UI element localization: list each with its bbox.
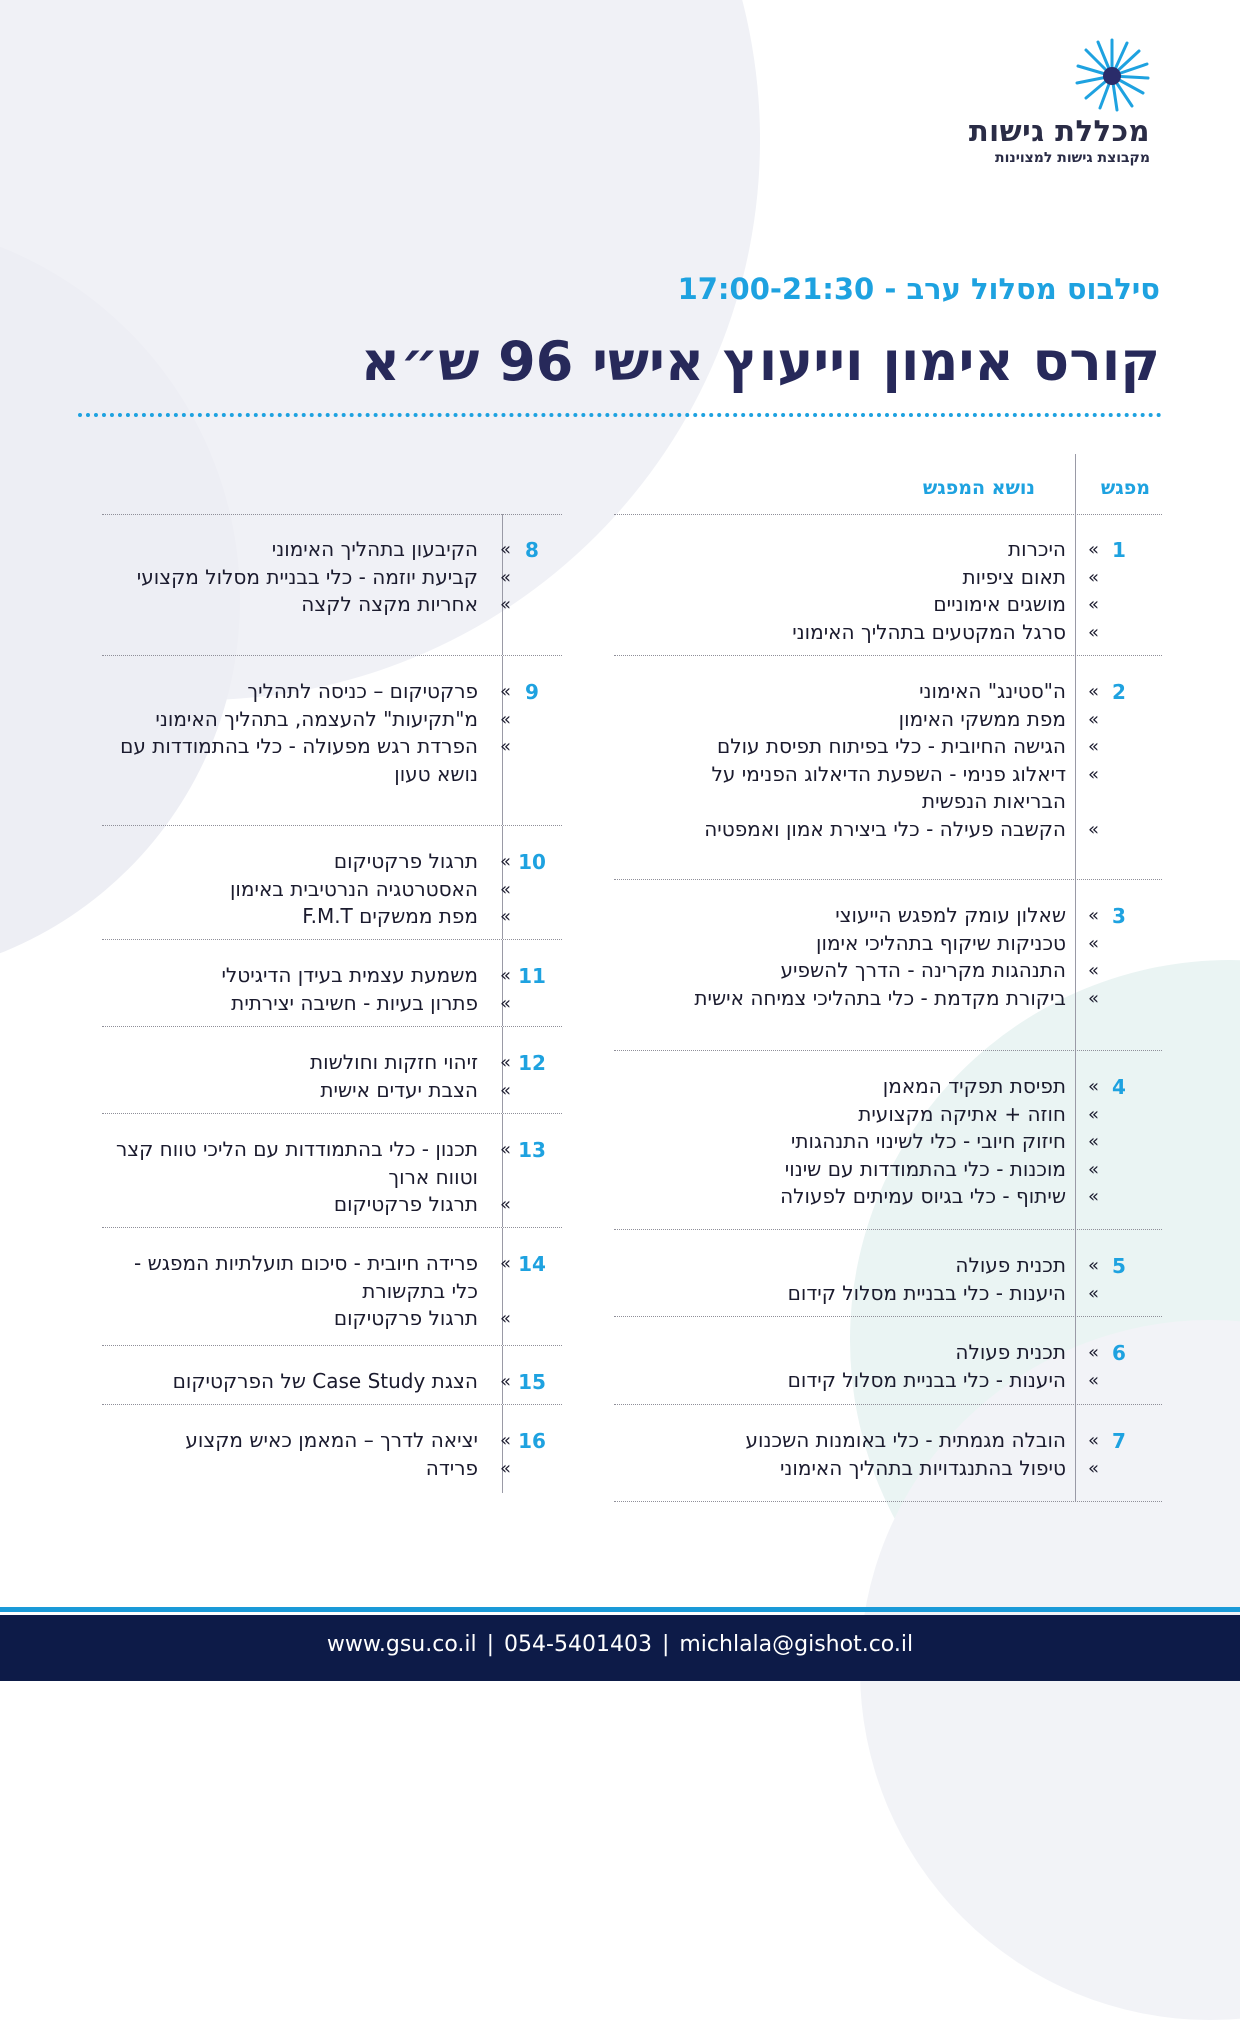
separator: | <box>661 1632 670 1657</box>
topic-text: היענות - כלי בבניית מסלול קידום <box>787 1280 1066 1305</box>
session-topics <box>676 678 1099 843</box>
topic-item <box>108 848 511 876</box>
topic-item <box>676 1427 1099 1455</box>
dotted-divider <box>78 413 1162 417</box>
phone-number[interactable]: 054-5401403 <box>504 1632 652 1657</box>
topic-item <box>676 733 1099 761</box>
session-topics <box>676 902 1099 1012</box>
bullet-icon: » <box>1087 708 1099 730</box>
topic-item <box>108 1455 511 1483</box>
session-row <box>102 1228 562 1346</box>
logo-name: מכללת גישות <box>968 114 1150 148</box>
session-row <box>614 656 1162 880</box>
topic-item <box>108 706 511 734</box>
topic-item <box>108 1368 511 1396</box>
session-row <box>614 1317 1162 1405</box>
bullet-icon: » <box>499 1371 511 1392</box>
session-row <box>102 514 562 656</box>
session-row <box>102 1027 562 1114</box>
column-divider <box>1075 1405 1076 1501</box>
bullet-icon: » <box>499 906 511 927</box>
session-number: 3 <box>1112 904 1126 928</box>
bullet-icon: » <box>499 708 511 730</box>
bullet-icon: » <box>1087 987 1099 1009</box>
session-number: 11 <box>518 964 546 988</box>
bullet-icon: » <box>1087 1131 1099 1152</box>
session-row <box>102 1114 562 1228</box>
topic-item <box>676 1280 1099 1308</box>
column-divider <box>1075 1317 1076 1404</box>
column-divider <box>1075 1051 1076 1229</box>
session-row <box>102 656 562 826</box>
session-number: 12 <box>518 1051 546 1075</box>
topic-item <box>676 1156 1099 1184</box>
topic-item <box>676 930 1099 958</box>
session-topics <box>108 962 511 1017</box>
topic-text: הפרדת רגש מפעולה - כלי בהתמודדות עם נושא טעון <box>120 734 478 786</box>
page-subtitle: סילבוס מסלול ערב - 17:00-21:30 <box>677 272 1160 306</box>
topic-text: קביעת יוזמה - כלי בבניית מסלול מקצועי <box>136 564 478 589</box>
logo <box>968 36 1196 176</box>
bullet-icon: » <box>1087 932 1099 954</box>
bullet-icon: » <box>499 1308 511 1329</box>
column-header-topic: נושא המפגש <box>922 477 1035 499</box>
bullet-icon: » <box>1087 1186 1099 1207</box>
session-topics <box>676 1252 1099 1307</box>
bullet-icon: » <box>499 1079 511 1101</box>
topic-text: זיהוי חזקות וחולשות <box>310 1050 478 1074</box>
session-row <box>614 1051 1162 1230</box>
topic-text: מוכנות - כלי בהתמודדות עם שינוי <box>784 1156 1066 1181</box>
topic-item <box>108 903 511 931</box>
bullet-icon: » <box>499 878 511 900</box>
topic-item <box>108 536 511 564</box>
topic-text: תרגול פרקטיקום <box>333 1306 478 1330</box>
topic-text: משמעת עצמית בעידן הדיגיטלי <box>221 963 478 987</box>
topic-item <box>676 591 1099 619</box>
bullet-icon: » <box>499 1253 511 1274</box>
topic-text: תפיסת תפקיד המאמן <box>882 1074 1066 1098</box>
topic-text: האסטרטגיה הנרטיבית באימון <box>229 876 478 901</box>
bullet-icon: » <box>1087 818 1099 840</box>
topic-item <box>676 1183 1099 1211</box>
bullet-icon: » <box>1087 594 1099 615</box>
topic-text: דיאלוג פנימי - השפעת הדיאלוג הפנימי על הבריאות הנפשית <box>711 761 1066 813</box>
topic-item <box>108 1427 511 1455</box>
logo-tagline: מקבוצת גישות למצוינות <box>995 150 1150 166</box>
topic-item <box>676 957 1099 985</box>
session-number: 13 <box>518 1138 546 1162</box>
footer-stripe <box>0 1607 1240 1612</box>
topic-text: הקיבעון בתהליך האימוני <box>271 537 478 561</box>
session-row <box>102 1346 562 1405</box>
bullet-icon: » <box>1087 1076 1099 1097</box>
bullet-icon: » <box>1087 621 1099 643</box>
column-divider <box>1075 880 1076 1050</box>
bullet-icon: » <box>1087 1255 1099 1276</box>
session-number: 15 <box>518 1370 546 1394</box>
topic-text: מושגים אימוניים <box>933 592 1066 616</box>
topic-text: היענות - כלי בבניית מסלול קידום <box>787 1367 1066 1392</box>
topic-item <box>108 1049 511 1077</box>
column-divider <box>1075 656 1076 879</box>
bullet-icon: » <box>499 965 511 986</box>
topic-item <box>676 1455 1099 1483</box>
bullet-icon: » <box>499 736 511 757</box>
topic-item <box>676 536 1099 564</box>
topic-text: פרידה חיובית - סיכום תועלתיות המפגש - כלי בתקשורת <box>134 1251 478 1303</box>
bullet-icon: » <box>1087 1103 1099 1125</box>
session-topics <box>676 1427 1099 1482</box>
column-divider <box>1075 1230 1076 1316</box>
contact-line <box>0 1632 1240 1657</box>
session-topics <box>108 848 511 931</box>
topic-item <box>676 1128 1099 1156</box>
session-row <box>614 880 1162 1051</box>
session-number: 1 <box>1112 538 1126 562</box>
bullet-icon: » <box>499 1457 511 1479</box>
bullet-icon: » <box>499 1430 511 1451</box>
topic-item <box>676 761 1099 816</box>
session-row <box>102 1405 562 1493</box>
topic-item <box>676 706 1099 734</box>
bullet-icon: » <box>1087 1342 1099 1363</box>
topic-text: טכניקות שיקוף בתהליכי אימון <box>816 930 1066 955</box>
session-topics <box>108 678 511 788</box>
topic-text: ביקורת מקדמת - כלי בתהליכי צמיחה אישית <box>694 985 1066 1010</box>
topic-text: שיתוף - כלי בגיוס עמיתים לפעולה <box>780 1184 1066 1208</box>
starburst-logo-icon <box>1072 36 1152 116</box>
topic-text: תכנון - כלי בהתמודדות עם הליכי טווח קצר וטווח ארוך <box>115 1137 478 1189</box>
topic-item <box>676 1339 1099 1367</box>
topic-item <box>108 1191 511 1219</box>
bullet-icon: » <box>1087 1369 1099 1391</box>
topic-text: פרידה <box>425 1455 478 1480</box>
topic-item <box>676 564 1099 592</box>
topic-item <box>108 591 511 619</box>
bullet-icon: » <box>1087 681 1099 702</box>
topic-item <box>108 1250 511 1305</box>
topic-item <box>676 1101 1099 1129</box>
topic-item <box>108 1136 511 1191</box>
bullet-icon: » <box>1087 1457 1099 1479</box>
bullet-icon: » <box>499 566 511 588</box>
bullet-icon: » <box>499 992 511 1014</box>
topic-item <box>676 902 1099 930</box>
topic-item <box>676 1252 1099 1280</box>
topic-text: הצבת יעדים אישית <box>320 1077 478 1102</box>
session-number: 4 <box>1112 1075 1126 1099</box>
topic-text: מפת ממשקי האימון <box>898 706 1066 731</box>
separator: | <box>486 1632 495 1657</box>
topic-item <box>108 564 511 592</box>
topic-item <box>676 1367 1099 1395</box>
session-number: 8 <box>525 538 539 562</box>
topic-item <box>108 876 511 904</box>
topic-text: תכנית פעולה <box>955 1253 1066 1277</box>
bullet-icon: » <box>1087 905 1099 926</box>
session-topics <box>108 1136 511 1219</box>
bullet-icon: » <box>499 851 511 872</box>
topic-text: פתרון בעיות - חשיבה יצירתית <box>231 990 478 1015</box>
bullet-icon: » <box>1087 1282 1099 1304</box>
topic-text: מפת ממשקים F.M.T <box>302 904 478 928</box>
footer <box>0 1615 1240 1681</box>
bullet-icon: » <box>1087 736 1099 757</box>
bullet-icon: » <box>1087 566 1099 588</box>
email-link[interactable]: michlala@gishot.co.il <box>679 1632 914 1657</box>
topic-item <box>676 985 1099 1013</box>
topic-text: תרגול פרקטיקום <box>333 1192 478 1216</box>
session-topics <box>108 1049 511 1104</box>
session-number: 10 <box>518 850 546 874</box>
bullet-icon: » <box>499 1194 511 1215</box>
topic-text: טיפול בהתנגדויות בתהליך האימוני <box>779 1455 1066 1480</box>
topic-item <box>108 962 511 990</box>
topic-text: הקשבה פעילה - כלי ביצירת אמון ואמפטיה <box>704 816 1066 841</box>
session-topics <box>676 1339 1099 1394</box>
session-number: 9 <box>525 680 539 704</box>
session-topics <box>108 536 511 619</box>
topic-text: ה"סטינג" האימוני <box>919 679 1066 703</box>
bullet-icon: » <box>1087 1158 1099 1180</box>
session-number: 7 <box>1112 1429 1126 1453</box>
session-number: 16 <box>518 1429 546 1453</box>
session-topics <box>676 536 1099 646</box>
topic-item <box>108 733 511 788</box>
column-header-meeting: מפגש <box>1100 477 1150 499</box>
topic-text: מ"תקיעות" להעצמה, בתהליך האימוני <box>155 706 478 731</box>
topic-item <box>676 1073 1099 1101</box>
session-number: 6 <box>1112 1341 1126 1365</box>
topic-text: היכרות <box>1008 537 1066 561</box>
session-row <box>614 1405 1162 1502</box>
bullet-icon: » <box>499 594 511 615</box>
topic-text: תאום ציפיות <box>962 564 1066 589</box>
topic-text: חיזוק חיובי - כלי לשינוי התנהגותי <box>790 1129 1066 1153</box>
topic-text: שאלון עומק למפגש הייעוצי <box>835 903 1066 927</box>
bullet-icon: » <box>499 1139 511 1160</box>
session-row <box>102 940 562 1027</box>
session-topics <box>676 1073 1099 1211</box>
session-row <box>614 514 1162 656</box>
session-number: 5 <box>1112 1254 1126 1278</box>
topic-text: הגישה החיובית - כלי בפיתוח תפיסת עולם <box>716 734 1066 758</box>
topic-text: הובלה מגמתית - כלי באומנות השכנוע <box>745 1428 1066 1452</box>
topic-text: פרקטיקום – כניסה לתהליך <box>247 679 478 703</box>
session-row <box>102 826 562 940</box>
session-number: 2 <box>1112 680 1126 704</box>
bullet-icon: » <box>499 681 511 702</box>
topic-item <box>108 990 511 1018</box>
topic-item <box>108 1305 511 1333</box>
session-topics <box>108 1427 511 1482</box>
topic-text: חוזה + אתיקה מקצועית <box>858 1101 1066 1126</box>
topic-text: התנהגות מקרינה - הדרך להשפיע <box>780 958 1066 982</box>
topic-item <box>676 816 1099 844</box>
page-title: קורס אימון וייעוץ אישי 96 ש״א <box>360 330 1160 393</box>
topic-text: הצגת Case Study של הפרקטיקום <box>172 1369 478 1393</box>
topic-text: אחריות מקצה לקצה <box>301 592 478 616</box>
bullet-icon: » <box>1087 1430 1099 1451</box>
topic-item <box>676 678 1099 706</box>
column-divider <box>1075 514 1076 655</box>
bullet-icon: » <box>1087 539 1099 560</box>
session-topics <box>108 1368 511 1396</box>
topic-item <box>108 1077 511 1105</box>
bullet-icon: » <box>499 539 511 560</box>
topic-text: תכנית פעולה <box>955 1340 1066 1364</box>
topic-text: תרגול פרקטיקום <box>333 849 478 873</box>
session-topics <box>108 1250 511 1333</box>
website-link[interactable]: www.gsu.co.il <box>326 1632 477 1657</box>
topic-item <box>676 619 1099 647</box>
topic-text: סרגל המקטעים בתהליך האימוני <box>792 619 1066 644</box>
column-divider <box>1075 454 1076 514</box>
topic-item <box>108 678 511 706</box>
bullet-icon: » <box>1087 960 1099 981</box>
bullet-icon: » <box>499 1052 511 1073</box>
session-number: 14 <box>518 1252 546 1276</box>
session-row <box>614 1230 1162 1317</box>
topic-text: יציאה לדרך – המאמן כאיש מקצוע <box>185 1428 478 1452</box>
bullet-icon: » <box>1087 763 1099 785</box>
